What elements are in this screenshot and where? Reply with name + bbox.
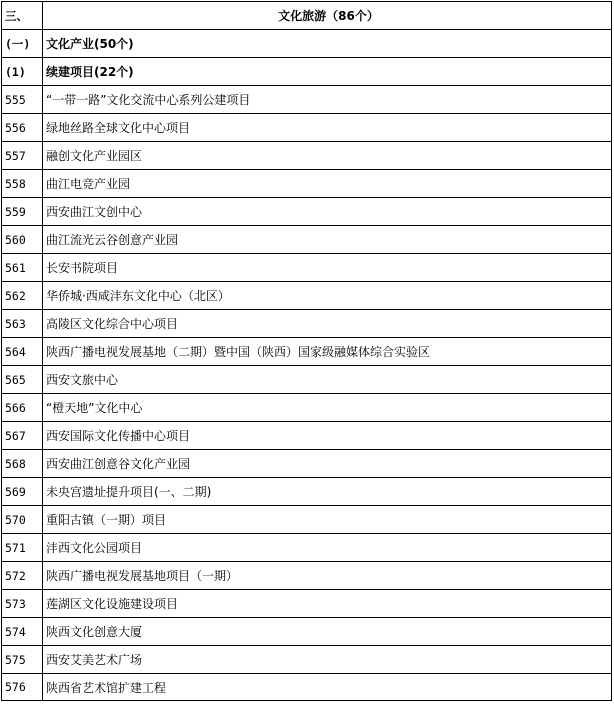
project-name: 沣西文化公园项目	[43, 534, 612, 562]
project-name: 长安书院项目	[43, 254, 612, 282]
table-row	[2, 422, 612, 450]
project-name: 陕西文化创意大厦	[43, 618, 612, 646]
row-number: 571	[2, 534, 43, 562]
table-row	[2, 646, 612, 674]
project-name: 未央宫遗址提升项目(一、二期)	[43, 478, 612, 506]
table-row	[2, 198, 612, 226]
table-row	[2, 618, 612, 646]
project-name: 陕西广播电视发展基地（二期）暨中国（陕西）国家级融媒体综合实验区	[43, 338, 612, 366]
row-number: 574	[2, 618, 43, 646]
table-header-row	[2, 2, 612, 30]
row-number: 576	[2, 674, 43, 701]
project-name: 陕西省艺术馆扩建工程	[43, 674, 612, 701]
project-name: 西安文旅中心	[43, 366, 612, 394]
category-index: 三、	[2, 2, 43, 30]
row-number: 561	[2, 254, 43, 282]
row-number: 564	[2, 338, 43, 366]
project-name: 高陵区文化综合中心项目	[43, 310, 612, 338]
table-row	[2, 450, 612, 478]
table-row	[2, 114, 612, 142]
row-number: 567	[2, 422, 43, 450]
project-table	[1, 1, 612, 701]
section-row	[2, 30, 612, 58]
table-row	[2, 674, 612, 701]
project-name: “橙天地”文化中心	[43, 394, 612, 422]
table-row	[2, 366, 612, 394]
project-name: 曲江流光云谷创意产业园	[43, 226, 612, 254]
project-name: 陕西广播电视发展基地项目（一期）	[43, 562, 612, 590]
table-row	[2, 226, 612, 254]
project-name: 西安国际文化传播中心项目	[43, 422, 612, 450]
row-number: 566	[2, 394, 43, 422]
project-name: 融创文化产业园区	[43, 142, 612, 170]
row-number: 573	[2, 590, 43, 618]
project-name: 西安曲江创意谷文化产业园	[43, 450, 612, 478]
project-name: 华侨城·西咸沣东文化中心（北区）	[43, 282, 612, 310]
table-row	[2, 170, 612, 198]
row-number: 565	[2, 366, 43, 394]
row-number: 569	[2, 478, 43, 506]
subsection-index: (1)	[2, 58, 43, 86]
row-number: 556	[2, 114, 43, 142]
table-row	[2, 282, 612, 310]
table-row	[2, 142, 612, 170]
subsection-row	[2, 58, 612, 86]
row-number: 558	[2, 170, 43, 198]
table-row	[2, 310, 612, 338]
project-name: 曲江电竞产业园	[43, 170, 612, 198]
row-number: 562	[2, 282, 43, 310]
subsection-title: 续建项目(22个)	[43, 58, 612, 86]
section-index: (一)	[2, 30, 43, 58]
table-row	[2, 506, 612, 534]
row-number: 555	[2, 86, 43, 114]
row-number: 575	[2, 646, 43, 674]
table-row	[2, 254, 612, 282]
row-number: 560	[2, 226, 43, 254]
table-row	[2, 590, 612, 618]
project-name: 重阳古镇（一期）项目	[43, 506, 612, 534]
project-name: 西安艾美艺术广场	[43, 646, 612, 674]
row-number: 559	[2, 198, 43, 226]
table-row	[2, 562, 612, 590]
project-name: 莲湖区文化设施建设项目	[43, 590, 612, 618]
table-row	[2, 86, 612, 114]
table-row	[2, 394, 612, 422]
row-number: 570	[2, 506, 43, 534]
row-number: 572	[2, 562, 43, 590]
category-title: 文化旅游（86个）	[43, 2, 612, 30]
table-row	[2, 338, 612, 366]
table-row	[2, 534, 612, 562]
project-name: “一带一路”文化交流中心系列公建项目	[43, 86, 612, 114]
project-name: 西安曲江文创中心	[43, 198, 612, 226]
table-row	[2, 478, 612, 506]
section-title: 文化产业(50个)	[43, 30, 612, 58]
row-number: 563	[2, 310, 43, 338]
row-number: 568	[2, 450, 43, 478]
project-name: 绿地丝路全球文化中心项目	[43, 114, 612, 142]
row-number: 557	[2, 142, 43, 170]
